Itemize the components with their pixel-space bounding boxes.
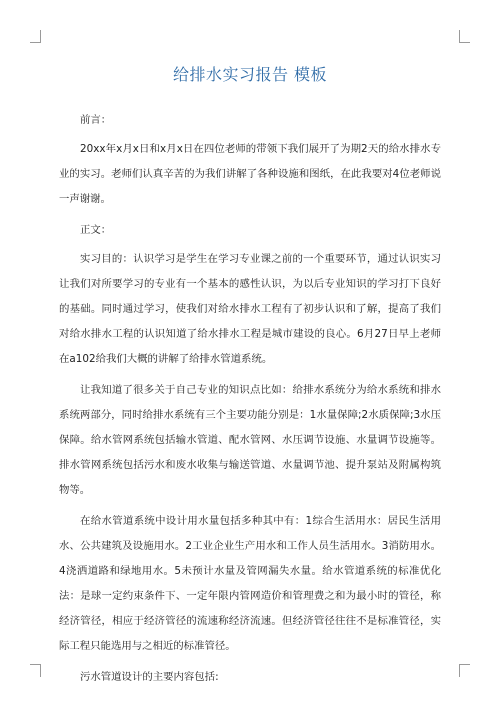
paragraph-preface: 20xx年x月x日和x月x日在四位老师的带领下我们展开了为期2天的给水排水专业的实习。老师们认真辛苦的为我们讲解了各种设施和图纸，在此我要对4位老师说一声谢谢。	[59, 143, 441, 205]
section-heading-preface: 前言：	[80, 114, 112, 126]
paragraph-knowledge: 让我知道了很多关于自己专业的知识点比如：给排水系统分为给水系统和排水系统两部分，同时给排水系统有三个主要功能分别是：1水量保障;2水质保障;3水压保障。给水管网系统包括输水管道、配水管网、水压调节设施、水量调节设施等。排水管网系统包括污水和废水收集与输送管道、水量调节池、提升泵站及附属构筑物等。	[59, 384, 441, 496]
section-heading-body: 正文：	[80, 224, 112, 236]
crop-mark-bottom-left	[30, 664, 41, 677]
document-body	[59, 108, 441, 696]
paragraph-purpose: 实习目的：认识学习是学生在学习专业课之前的一个重要环节，通过认识实习让我们对所要学习的专业有一个基本的感性认识，为以后专业知识的学习打下良好的基础。同时通过学习，使我们对给水排水工程有了初步认识和了解，提高了我们对给水排水工程的认识知道了给水排水工程是城市建设的良心。6月27日早上老师在a102给我们大概的讲解了给排水管道系统。	[59, 253, 441, 365]
paragraph-sewer-design: 污水管道设计的主要内容包括:	[80, 671, 219, 683]
crop-mark-top-left	[30, 30, 41, 43]
crop-mark-top-right	[459, 30, 470, 43]
document-title: 给排水实习报告 模板	[172, 65, 328, 84]
paragraph-water-demand: 在给水管道系统中设计用水量包括多种其中有：1综合生活用水：居民生活用水、公共建筑及设施用水。2工业企业生产用水和工作人员生活用水。3消防用水。4浇洒道路和绿地用水。5未预计水量及管网漏失水量。给水管道系统的标准优化法：是球一定约束条件下、一定年限内管网造价和管理费之和为最小时的管径，称经济管径，相应于经济管径的流速称经济流速。但经济管径往往不是标准管径，实际工程只能选用与之相近的标准管径。	[59, 515, 441, 652]
crop-mark-bottom-right	[459, 664, 470, 677]
